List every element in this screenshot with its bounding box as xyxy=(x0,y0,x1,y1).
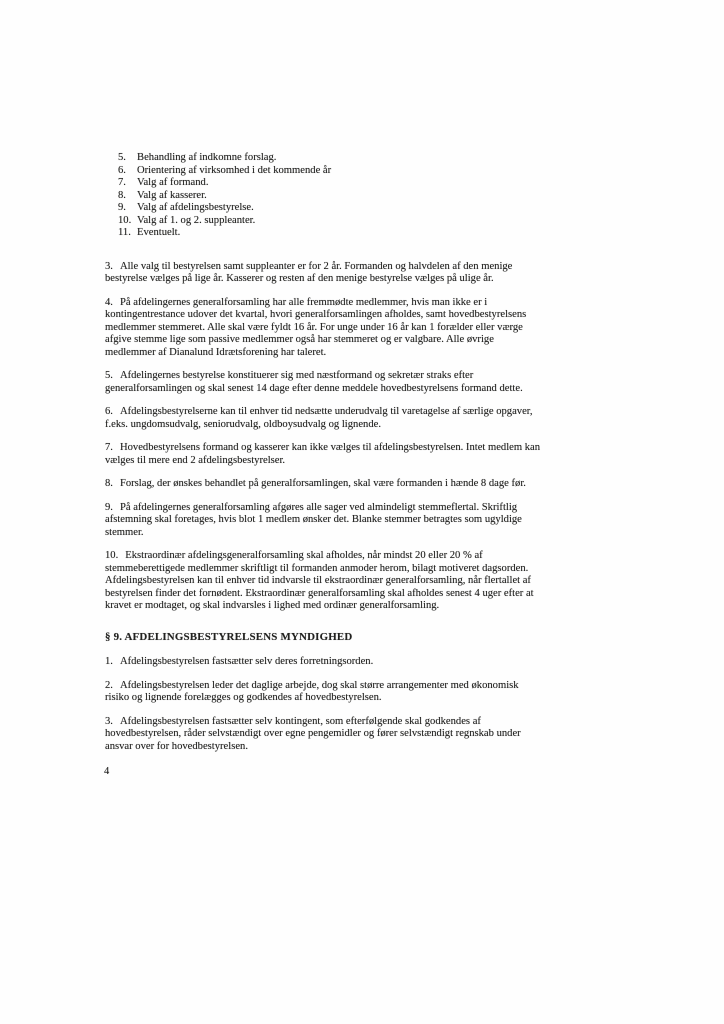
agenda-item-number: 8. xyxy=(118,189,126,201)
section-paragraph xyxy=(105,680,543,705)
paragraph-text: På afdelingernes generalforsamling har alle fremmødte medlemmer, hvis man ikke er i kontingentrestance udover det kvartal, hvori generalforsamlingen afholdes, samt hovedbestyrelsens medlemmer stemmeret. Alle skal være fyldt 16 år. For unge under 16 år kan 1 forælder eller værge afgive stemme lige som passive medlemmer også har stemmeret og er valgbare. Alle øvrige medlemmer af Dianalund Idrætsforening har taleret. xyxy=(105,296,527,358)
agenda-item-text: Valg af formand. xyxy=(137,177,209,188)
paragraph-text: Alle valg til bestyrelsen samt suppleanter er for 2 år. Formanden og halvdelen af den menige bestyrelse vælges på lige år. Kasserer og resten af den menige bestyrelse vælges på ulige år. xyxy=(105,260,513,284)
agenda-item-text: Valg af 1. og 2. suppleanter. xyxy=(137,214,256,226)
agenda-item xyxy=(118,165,543,178)
agenda-item-number: 5. xyxy=(118,152,126,163)
paragraph-text: Afdelingsbestyrelsen fastsætter selv kontingent, som efterfølgende skal godkendes af hovedbestyrelsen, råder selvstændigt over egne pengemidler og fører selvstændigt regnskab under ansvar over for hovedbestyrelsen. xyxy=(105,715,521,752)
agenda-item-number: 6. xyxy=(118,164,126,176)
paragraph-number: 10. xyxy=(105,550,119,561)
paragraph-text: På afdelingernes generalforsamling afgøres alle sager ved almindeligt stemmeflertal. Skriftlig afstemning skal foretages, hvis blot 1 medlem ønsker det. Blanke stemmer betragtes som ugyldige stemmer. xyxy=(105,501,522,538)
agenda-item-number: 7. xyxy=(118,177,126,188)
page-number: 4 xyxy=(104,766,110,777)
body-paragraph xyxy=(105,406,543,431)
section-paragraph xyxy=(105,716,543,754)
body-paragraph xyxy=(105,502,543,540)
agenda-item xyxy=(118,190,543,203)
paragraph-number: 7. xyxy=(105,442,113,453)
body-paragraph xyxy=(105,297,543,360)
agenda-list xyxy=(118,152,543,240)
paragraph-number: 4. xyxy=(105,296,113,308)
agenda-item-number: 10. xyxy=(118,214,132,226)
paragraph-number: 2. xyxy=(105,679,113,691)
agenda-item xyxy=(118,202,543,215)
paragraph-number: 3. xyxy=(105,260,113,272)
paragraph-number: 8. xyxy=(105,478,113,489)
body-paragraph xyxy=(105,370,543,395)
section-heading: § 9. AFDELINGSBESTYRELSENS MYNDIGHED xyxy=(105,630,353,643)
agenda-item-text: Eventuelt. xyxy=(137,227,181,238)
paragraph-text: Hovedbestyrelsens formand og kasserer kan ikke vælges til afdelingsbestyrelsen. Intet medlem kan vælges til mere end 2 afdelingsbestyrelser. xyxy=(105,442,541,466)
agenda-item xyxy=(118,152,543,165)
agenda-item-text: Behandling af indkomne forslag. xyxy=(137,152,277,163)
agenda-item-text: Valg af kasserer. xyxy=(137,189,207,201)
section-paragraph xyxy=(105,656,543,669)
agenda-item-number: 11. xyxy=(118,227,131,238)
body-paragraph xyxy=(105,478,543,491)
paragraph-number: 9. xyxy=(105,501,113,513)
agenda-item xyxy=(118,215,543,228)
body-paragraph xyxy=(105,261,543,286)
agenda-item xyxy=(118,177,543,190)
paragraph-number: 6. xyxy=(105,406,113,417)
agenda-item-text: Valg af afdelingsbestyrelse. xyxy=(137,202,254,213)
agenda-item xyxy=(118,227,543,240)
paragraph-number: 5. xyxy=(105,370,113,381)
paragraph-text: Forslag, der ønskes behandlet på generalforsamlingen, skal være formanden i hænde 8 dage før. xyxy=(119,478,526,489)
paragraph-text: Ekstraordinær afdelingsgeneralforsamling skal afholdes, når mindst 20 eller 20 % af stemmeberettigede medlemmer skriftligt til formanden anmoder herom, bilagt motiveret dagsorden. Afdelingsbestyrelsen kan til enhver tid indvarsle til ekstraordinær generalforsamling, når flertallet af bestyrelsen finder det fornødent. Ekstraordinær generalforsamling skal afholdes senest 4 uger efter at kravet er modtaget, og skal indvarsles i lighed med ordinær generalforsamling. xyxy=(105,550,534,611)
paragraph-text: Afdelingsbestyrelserne kan til enhver tid nedsætte underudvalg til varetagelse af særlige opgaver, f.eks. ungdomsudvalg, seniorudvalg, oldboysudvalg og lignende. xyxy=(105,406,533,430)
paragraph-number: 1. xyxy=(105,656,113,667)
paragraph-text: Afdelingernes bestyrelse konstituerer sig med næstformand og sekretær straks efter generalforsamlingen og skal senest 14 dage efter denne meddele hovedbestyrelsens formand dette. xyxy=(105,370,523,394)
paragraph-text: Afdelingsbestyrelsen fastsætter selv deres forretningsorden. xyxy=(119,656,374,667)
agenda-item-number: 9. xyxy=(118,202,126,213)
paragraph-text: Afdelingsbestyrelsen leder det daglige arbejde, dog skal større arrangementer med økonomisk risiko og lignende forelægges og godkendes af hovedbestyrelsen. xyxy=(105,679,519,703)
body-paragraph xyxy=(105,442,543,467)
paragraph-number: 3. xyxy=(105,715,113,727)
document-content xyxy=(105,152,543,764)
agenda-item-text: Orientering af virksomhed i det kommende år xyxy=(137,164,332,176)
body-paragraph xyxy=(105,550,543,613)
